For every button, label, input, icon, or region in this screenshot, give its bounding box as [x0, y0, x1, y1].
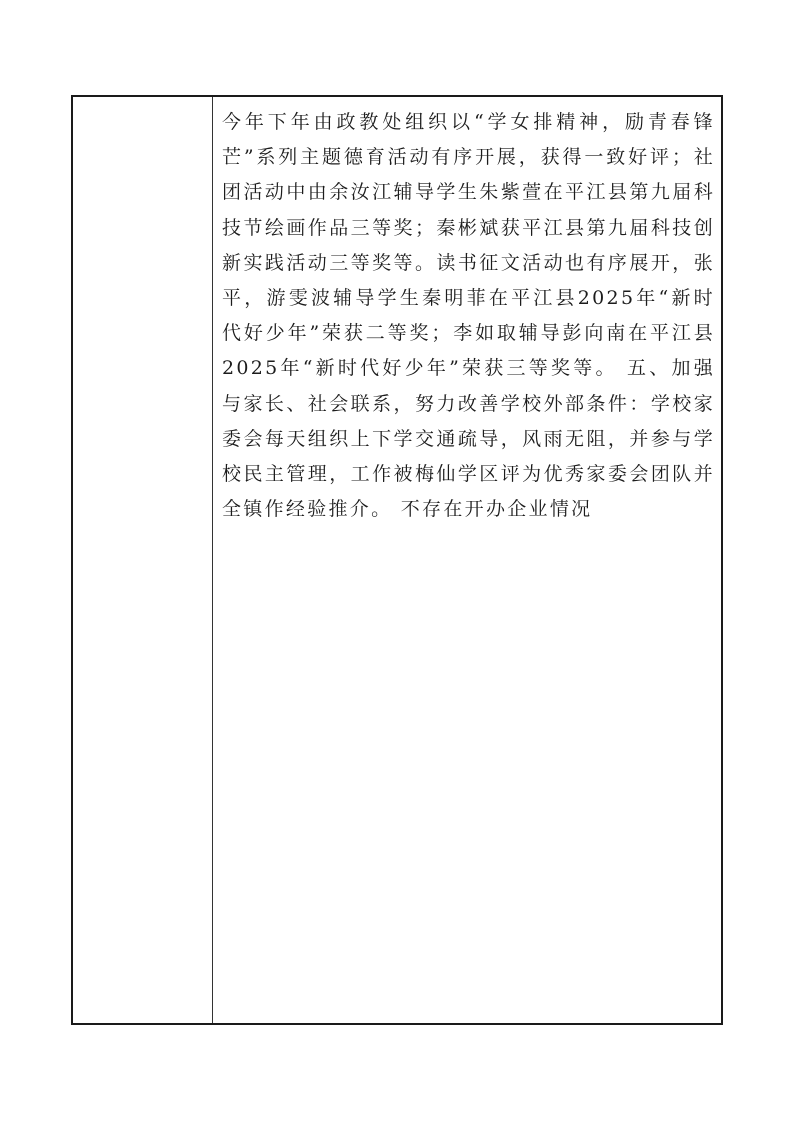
label-cell [73, 97, 213, 1023]
content-cell [213, 97, 721, 1023]
form-table [71, 95, 723, 1025]
body-paragraph: 今年下年由政教处组织以“学女排精神，励青春锋芒”系列主题德育活动有序开展，获得一致好评；社团活动中由余汝江辅导学生朱紫萱在平江县第九届科技节绘画作品三等奖；秦彬斌获平江县第九届科技创新实践活动三等奖等。读书征文活动也有序展开，张平，游雯波辅导学生秦明菲在平江县2025年“新时代好少年”荣获二等奖；李如取辅导彭向南在平江县2025年“新时代好少年”荣获三等奖等。 五、加强与家长、社会联系，努力改善学校外部条件：学校家委会每天组织上下学交通疏导，风雨无阻，并参与学校民主管理，工作被梅仙学区评为优秀家委会团队并全镇作经验推介。 不存在开办企业情况 [222, 111, 715, 521]
